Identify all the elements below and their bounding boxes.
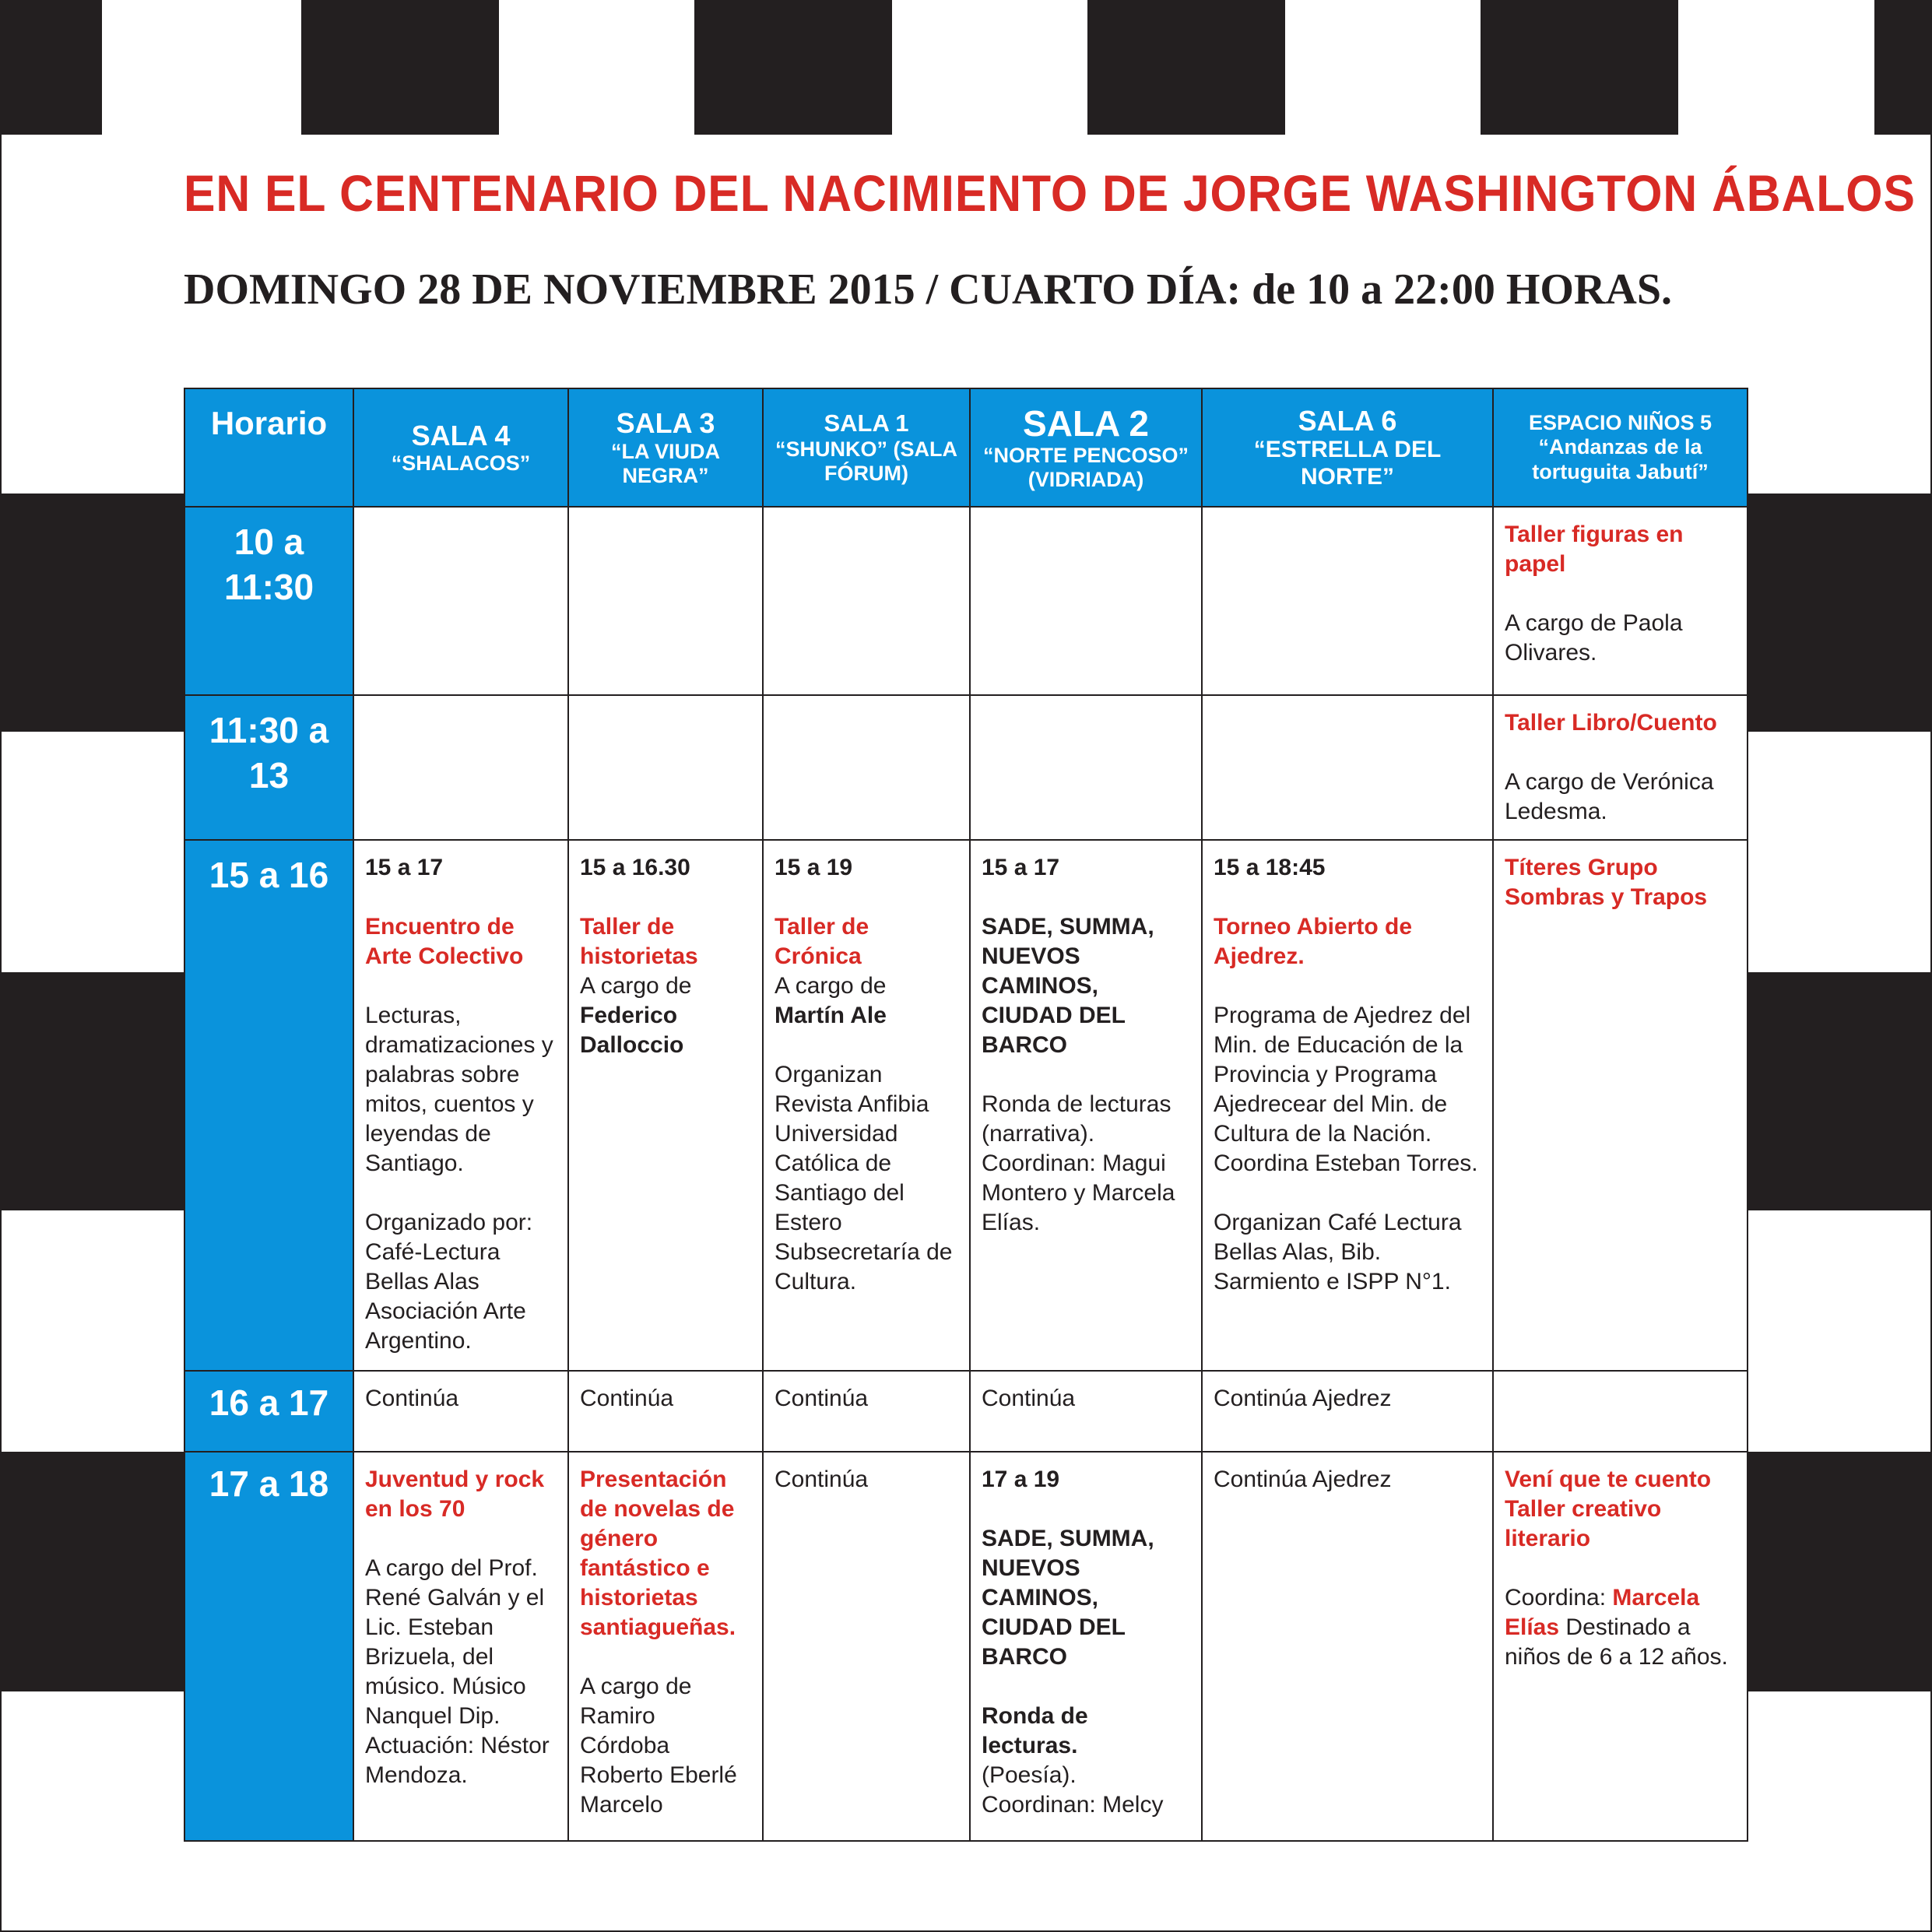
event-text: Coordina: bbox=[1505, 1585, 1607, 1611]
event-title: Juventud y rock en los 70 bbox=[365, 1467, 545, 1522]
event-subtitle: Ronda de lecturas. bbox=[982, 1703, 1088, 1758]
event-text: A cargo de Ramiro Córdoba Roberto Eberlé Marcelo bbox=[580, 1674, 737, 1818]
table-row bbox=[184, 1371, 1748, 1452]
table-row bbox=[184, 840, 1748, 1371]
frame-stripe bbox=[1481, 0, 1678, 135]
table-cell bbox=[1493, 1371, 1748, 1452]
event-text: Programa de Ajedrez del Min. de Educación de la Provincia y Programa Ajedrecear del Min. de Cultura de la Nación. Coordina Esteban Torres. bbox=[1214, 1003, 1478, 1176]
table-row bbox=[184, 695, 1748, 840]
col-header-sub: “SHUNKO” (SALA FÓRUM) bbox=[775, 437, 957, 485]
table-cell bbox=[568, 507, 763, 695]
event-text: A cargo del Prof. René Galván y el Lic. Esteban Brizuela, del músico. Músico Nanquel Dip. Actuación: Néstor Mendoza. bbox=[365, 1555, 550, 1788]
event-text: A cargo de Verónica Ledesma. bbox=[1505, 769, 1714, 824]
col-header-name: SALA 2 bbox=[1023, 402, 1149, 444]
table-cell bbox=[1202, 507, 1493, 695]
table-row bbox=[184, 507, 1748, 695]
table-cell: Continúa Ajedrez bbox=[1202, 1371, 1493, 1452]
event-text: Organizan Revista Anfibia Universidad Católica de Santiago del Estero Subsecretaría de Cultura. bbox=[775, 1062, 953, 1294]
time-slot: 15 a 16 bbox=[184, 840, 353, 1371]
table-cell bbox=[1202, 840, 1493, 1371]
table-cell bbox=[353, 840, 568, 1371]
event-presenter: Martín Ale bbox=[775, 1003, 887, 1028]
event-title: Vení que te cuento Taller creativo literario bbox=[1505, 1467, 1712, 1551]
table-cell bbox=[1493, 840, 1748, 1371]
event-title: Taller de historietas bbox=[580, 914, 698, 969]
table-row bbox=[184, 1452, 1748, 1841]
table-cell bbox=[568, 840, 763, 1371]
frame-stripe bbox=[1747, 494, 1932, 732]
page-title: EN EL CENTENARIO DEL NACIMIENTO DE JORGE WASHINGTON ÁBALOS bbox=[184, 164, 1916, 222]
event-text: Organizado por: Café-Lectura Bellas Alas Asociación Arte Argentino. bbox=[365, 1210, 533, 1354]
table-cell: Continúa bbox=[970, 1371, 1202, 1452]
event-title: SADE, SUMMA, NUEVOS CAMINOS, CIUDAD DEL BARCO bbox=[982, 1526, 1154, 1670]
table-cell bbox=[970, 1452, 1202, 1841]
frame-stripe bbox=[1747, 1452, 1932, 1691]
schedule-table bbox=[184, 388, 1748, 1842]
col-header-name: SALA 6 bbox=[1298, 404, 1397, 437]
event-title: Torneo Abierto de Ajedrez. bbox=[1214, 914, 1412, 969]
col-header-ninos bbox=[1493, 388, 1748, 507]
col-header-sub: “NORTE PENCOSO” (VIDRIADA) bbox=[982, 444, 1189, 492]
table-cell bbox=[353, 507, 568, 695]
table-cell bbox=[970, 507, 1202, 695]
col-header-sub: “ESTRELLA DEL NORTE” bbox=[1253, 437, 1442, 490]
event-title: Encuentro de Arte Colectivo bbox=[365, 914, 524, 969]
event-hours: 15 a 19 bbox=[775, 855, 853, 880]
table-cell bbox=[970, 840, 1202, 1371]
event-text: A cargo de bbox=[775, 973, 887, 999]
table-cell bbox=[763, 507, 970, 695]
event-hours: 17 a 19 bbox=[982, 1467, 1060, 1492]
table-cell: Continúa bbox=[763, 1371, 970, 1452]
event-title: Títeres Grupo Sombras y Trapos bbox=[1505, 855, 1708, 910]
table-cell bbox=[1202, 695, 1493, 840]
event-title: Taller Libro/Cuento bbox=[1505, 710, 1717, 736]
event-text: Lecturas, dramatizaciones y palabras sobre mitos, cuentos y leyendas de Santiago. bbox=[365, 1003, 553, 1176]
event-presenter: Federico Dalloccio bbox=[580, 1003, 684, 1058]
time-slot: 16 a 17 bbox=[184, 1371, 353, 1452]
frame-stripe bbox=[0, 0, 102, 135]
time-slot: 10 a 11:30 bbox=[184, 507, 353, 695]
event-text-line bbox=[1505, 1583, 1736, 1672]
table-cell bbox=[970, 695, 1202, 840]
event-title: Taller de Crónica bbox=[775, 914, 869, 969]
table-cell bbox=[568, 695, 763, 840]
col-header-sala6 bbox=[1202, 388, 1493, 507]
page-subtitle: DOMINGO 28 DE NOVIEMBRE 2015 / CUARTO DÍA: de 10 a 22:00 HORAS. bbox=[184, 265, 1672, 314]
frame-stripe bbox=[301, 0, 499, 135]
table-cell bbox=[1493, 507, 1748, 695]
event-hours: 15 a 18:45 bbox=[1214, 855, 1326, 880]
table-cell: Continúa bbox=[353, 1371, 568, 1452]
event-text: Destinado a niños de 6 a 12 años. bbox=[1505, 1614, 1728, 1670]
event-text: A cargo de Paola Olivares. bbox=[1505, 610, 1683, 666]
event-hours: 15 a 17 bbox=[982, 855, 1060, 880]
table-cell bbox=[1493, 695, 1748, 840]
frame-stripe bbox=[0, 972, 184, 1210]
table-cell bbox=[763, 840, 970, 1371]
event-title: Presentación de novelas de género fantástico e historietas santiagueñas. bbox=[580, 1467, 736, 1640]
col-header-name: SALA 1 bbox=[824, 409, 909, 437]
frame-border bbox=[0, 135, 2, 1932]
col-header-sala2 bbox=[970, 388, 1202, 507]
table-cell bbox=[1493, 1452, 1748, 1841]
col-header-name: ESPACIO NIÑOS 5 bbox=[1528, 411, 1712, 435]
frame-stripe bbox=[1874, 0, 1932, 135]
table-cell bbox=[568, 1452, 763, 1841]
frame-stripe bbox=[694, 0, 892, 135]
event-title: Taller figuras en papel bbox=[1505, 522, 1684, 577]
table-cell bbox=[353, 1452, 568, 1841]
frame-stripe bbox=[1087, 0, 1285, 135]
event-text: A cargo de bbox=[580, 973, 692, 999]
col-header-name: SALA 4 bbox=[411, 419, 511, 451]
frame-stripe bbox=[0, 494, 184, 732]
event-text: Organizan Café Lectura Bellas Alas, Bib. Sarmiento e ISPP N°1. bbox=[1214, 1210, 1462, 1294]
col-header-sala4 bbox=[353, 388, 568, 507]
event-hours: 15 a 16.30 bbox=[580, 855, 690, 880]
header-row bbox=[184, 388, 1748, 507]
col-header-sub: “Andanzas de la tortuguita Jabutí” bbox=[1532, 435, 1709, 483]
event-hours: 15 a 17 bbox=[365, 855, 444, 880]
table-cell bbox=[353, 695, 568, 840]
table-cell: Continúa Ajedrez bbox=[1202, 1452, 1493, 1841]
frame-stripe bbox=[1747, 972, 1932, 1210]
time-slot: 17 a 18 bbox=[184, 1452, 353, 1841]
event-text: Ronda de lecturas (narrativa). Coordinan: Magui Montero y Marcela Elías. bbox=[982, 1091, 1175, 1235]
col-header-sub: “LA VIUDA NEGRA” bbox=[611, 439, 720, 487]
table-cell: Continúa bbox=[763, 1452, 970, 1841]
event-presenter: Marcela Elías bbox=[1505, 1585, 1700, 1640]
col-header-horario: Horario bbox=[184, 388, 353, 507]
col-header-sala1 bbox=[763, 388, 970, 507]
event-text: (Poesía). Coordinan: Melcy bbox=[982, 1762, 1164, 1818]
col-header-sub: “SHALACOS” bbox=[391, 451, 531, 476]
time-slot: 11:30 a 13 bbox=[184, 695, 353, 840]
table-cell bbox=[763, 695, 970, 840]
col-header-sala3 bbox=[568, 388, 763, 507]
frame-stripe bbox=[0, 1452, 184, 1691]
table-cell: Continúa bbox=[568, 1371, 763, 1452]
event-title: SADE, SUMMA, NUEVOS CAMINOS, CIUDAD DEL BARCO bbox=[982, 914, 1154, 1058]
col-header-name: SALA 3 bbox=[616, 407, 715, 440]
